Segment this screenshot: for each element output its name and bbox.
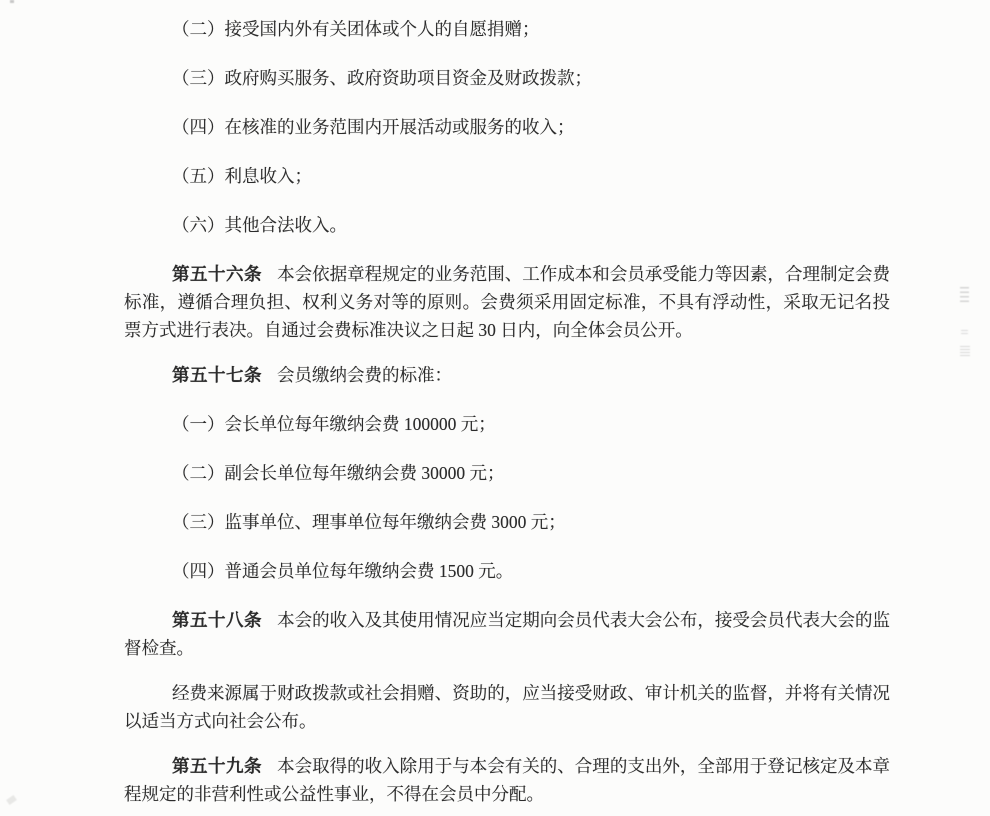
list-item-funding-4-text: （四）在核准的业务范围内开展活动或服务的收入； [172,117,575,137]
paragraph-funding-supervision-text: 经费来源属于财政拨款或社会捐赠、资助的，应当接受财政、审计机关的监督，并将有关情况以适当方式向社会公布。 [124,683,890,731]
list-item-fee-4-text: （四）普通会员单位每年缴纳会费 1500 元。 [172,561,514,581]
clause-57-number: 第五十七条 [172,365,262,385]
clause-58-text: 本会的收入及其使用情况应当定期向会员代表大会公布，接受会员代表大会的监督检查。 [124,610,891,658]
list-item-funding-2 [124,15,890,43]
list-item-funding-5 [124,162,890,190]
list-item-funding-2-text: （二）接受国内外有关团体或个人的自愿捐赠； [172,19,540,39]
clause-59 [124,752,890,808]
list-item-funding-5-text: （五）利息收入； [172,166,312,186]
paragraph-funding-supervision [124,679,890,735]
list-item-fee-1-text: （一）会长单位每年缴纳会费 100000 元； [172,414,496,434]
list-item-funding-4 [124,113,890,141]
list-item-fee-3 [124,508,890,536]
list-item-funding-6-text: （六）其他合法收入。 [172,215,347,235]
list-item-fee-3-text: （三）监事单位、理事单位每年缴纳会费 3000 元； [172,512,566,532]
scan-bleedthrough-mark [960,287,969,303]
clause-59-text: 本会取得的收入除用于与本会有关的、合理的支出外，全部用于登记核定及本章程规定的非营利性或公益性事业，不得在会员中分配。 [124,756,891,804]
list-item-fee-1 [124,410,890,438]
scan-bleedthrough-mark [960,346,970,356]
list-item-funding-6 [124,211,890,239]
clause-57 [124,361,890,389]
list-item-funding-3-text: （三）政府购买服务、政府资助项目资金及财政拨款； [172,68,592,88]
list-item-fee-2 [124,459,890,487]
scan-speck [10,0,14,3]
clause-56-number: 第五十六条 [172,264,263,284]
clause-56-text: 本会依据章程规定的业务范围、工作成本和会员承受能力等因素，合理制定会费标准，遵循合理负担、权利义务对等的原则。会费须采用固定标准，不具有浮动性，采取无记名投票方式进行表决。自通过会费标准决议之日起 30 日内，向全体会员公开。 [124,264,891,340]
clause-57-text: 会员缴纳会费的标准： [277,365,452,385]
list-item-fee-2-text: （二）副会长单位每年缴纳会费 30000 元； [172,463,505,483]
clause-58-number: 第五十八条 [172,610,263,630]
list-item-fee-4 [124,557,890,585]
list-item-funding-3 [124,64,890,92]
clause-58 [124,606,890,662]
clause-59-number: 第五十九条 [172,756,263,776]
clause-56 [124,260,890,344]
scan-bleedthrough-mark [961,330,968,335]
